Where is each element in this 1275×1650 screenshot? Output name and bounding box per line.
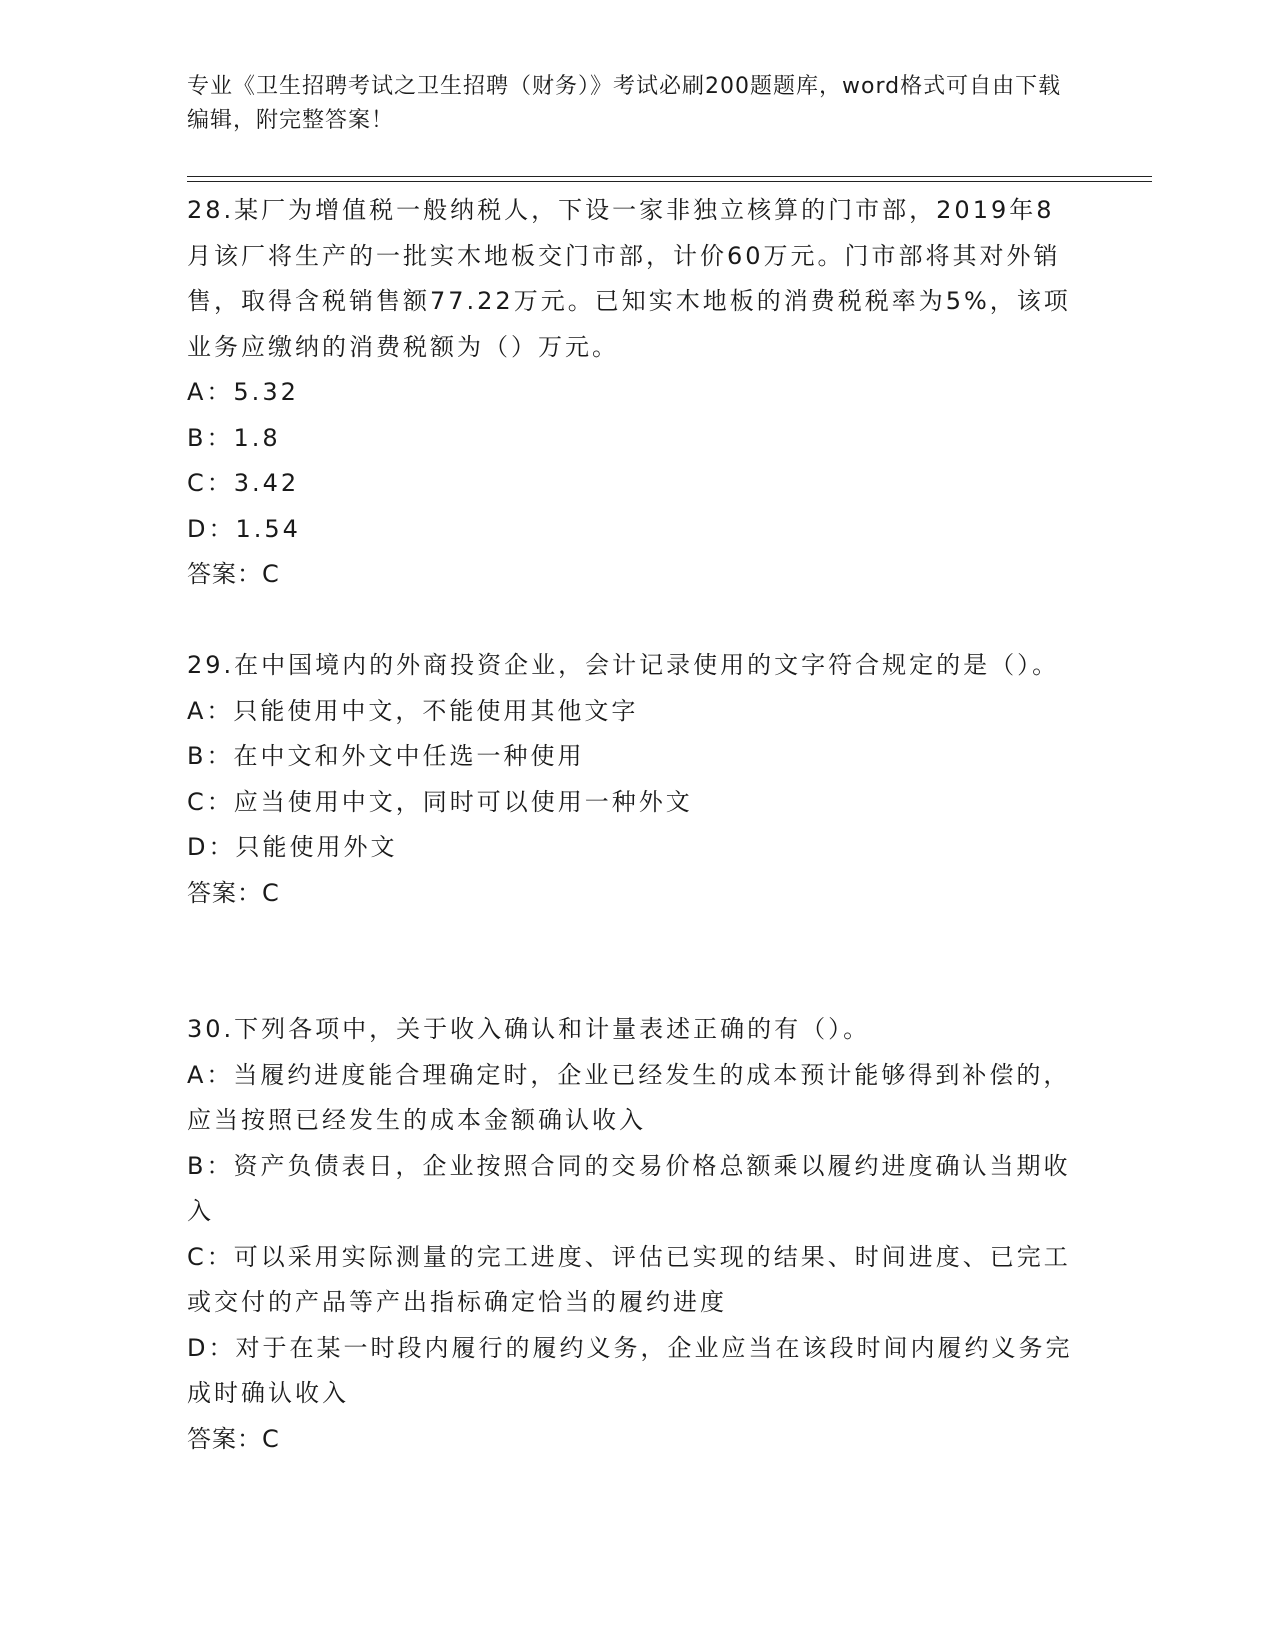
question-29: [187, 643, 1077, 916]
question-stem: 29.在中国境内的外商投资企业，会计记录使用的文字符合规定的是（）。: [187, 651, 1060, 679]
answer: 答案：C: [187, 878, 280, 907]
option-d: D：只能使用外文: [187, 833, 398, 861]
question-30: [187, 1007, 1077, 1462]
option-a: A：当履约进度能合理确定时，企业已经发生的成本预计能够得到补偿的，应当按照已经发生的成本金额确认收入: [187, 1060, 1071, 1134]
option-d: D：1.54: [187, 514, 301, 543]
question-stem: 30.下列各项中，关于收入确认和计量表述正确的有（）。: [187, 1015, 871, 1043]
question-28: [187, 188, 1077, 598]
option-b: B：资产负债表日，企业按照合同的交易价格总额乘以履约进度确认当期收入: [187, 1151, 1071, 1225]
option-b: B：1.8: [187, 423, 281, 452]
answer: 答案：C: [187, 560, 280, 588]
document-header: [187, 70, 1077, 138]
option-c: C：应当使用中文，同时可以使用一种外文: [187, 787, 693, 816]
option-a: A：只能使用中文，不能使用其他文字: [187, 696, 639, 725]
header-title: 专业《卫生招聘考试之卫生招聘（财务）》考试必刷200题题库，word格式可自由下载编辑，附完整答案！: [187, 74, 1062, 133]
question-stem: 28.某厂为增值税一般纳税人，下设一家非独立核算的门市部，2019年8月该厂将生产的一批实木地板交门市部，计价60万元。门市部将其对外销售，取得含税销售额77.22万元。已知实木地板的消费税税率为5%，该项业务应缴纳的消费税额为（）万元。: [187, 196, 1071, 361]
answer: 答案：C: [187, 1424, 280, 1453]
option-b: B：在中文和外文中任选一种使用: [187, 742, 585, 770]
option-c: C：可以采用实际测量的完工进度、评估已实现的结果、时间进度、已完工或交付的产品等产出指标确定恰当的履约进度: [187, 1242, 1071, 1316]
header-divider-top: [187, 176, 1152, 177]
option-a: A：5.32: [187, 378, 299, 406]
header-divider-bottom: [187, 181, 1152, 182]
option-d: D：对于在某一时段内履行的履约义务，企业应当在该段时间内履约义务完成时确认收入: [187, 1333, 1073, 1407]
option-c: C：3.42: [187, 469, 300, 497]
